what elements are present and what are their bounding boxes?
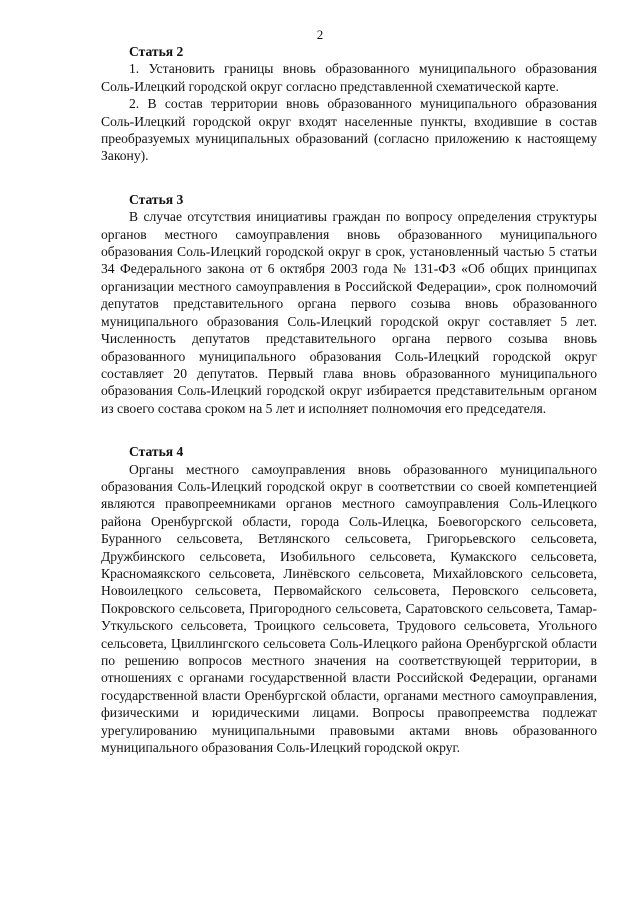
section-spacer (101, 165, 597, 191)
article-3-paragraph-1: В случае отсутствия инициативы граждан по вопросу определения структуры органов местного самоуправления вновь образованного муниципального образования Соль-Илецкий городской округ в срок, установленный частью 5 статьи 34 Федерального закона от 6 октября 2003 года № 131-ФЗ «Об общих принципах организации местного самоуправления в Российской Федерации», срок полномочий депутатов представительного органа первого созыва вновь образованного муниципального образования Соль-Илецкий городской округ составляет 5 лет. Численность депутатов представительного органа первого созыва вновь образованного муниципального образования Соль-Илецкий городской округ составляет 20 депутатов. Первый глава вновь образованного муниципального образования Соль-Илецкий городской округ избирается представительным органом из своего состава сроком на 5 лет и исполняет полномочия его председателя. (101, 209, 597, 416)
article-4-paragraph-1: Органы местного самоуправления вновь образованного муниципального образования Соль-Илецкий городской округ в соответствии со своей компетенцией являются правопреемниками органов местного самоуправления Соль-Илецкого района Оренбургской области, города Соль-Илецка, Боевогорского сельсовета, Буранного сельсовета, Ветлянского сельсовета, Григорьевского сельсовета, Дружбинского сельсовета, Изобильного сельсовета, Кумакского сельсовета, Красномаякского сельсовета, Линёвского сельсовета, Михайловского сельсовета, Новоилецкого сельсовета, Первомайского сельсовета, Перовского сельсовета, Покровского сельсовета, Пригородного сельсовета, Саратовского сельсовета, Тамар-Уткульского сельсовета, Троицкого сельсовета, Трудового сельсовета, Угольного сельсовета, Цвиллингского сельсовета Соль-Илецкого района Оренбургской области по решению вопросов местного значения на соответствующей территории, в отношениях с органами государственной власти Российской Федерации, органами государственной власти Оренбургской области, органами местного самоуправления, физическими и юридическими лицами. Вопросы правопреемства подлежат урегулированию муниципальными правовыми актами вновь образованного муниципального образования Соль-Илецкий городской округ. (101, 461, 597, 756)
article-4 (101, 443, 597, 756)
section-spacer (101, 417, 597, 443)
article-2 (101, 43, 597, 165)
article-3-title: Статья 3 (129, 191, 184, 207)
document-body (101, 43, 597, 756)
article-2-paragraph-2: 2. В состав территории вновь образованного муниципального образования Соль-Илецкий городской округ входят населенные пункты, входившие в состав преобразуемых муниципальных образований (согласно приложению к настоящему Закону). (101, 96, 597, 164)
article-4-title: Статья 4 (129, 444, 184, 460)
article-2-paragraph-1: 1. Установить границы вновь образованного муниципального образования Соль-Илецкий городской округ согласно представленной схематической карте. (101, 61, 597, 94)
article-2-title: Статья 2 (129, 44, 184, 59)
article-3 (101, 191, 597, 417)
page-number: 2 (316, 27, 324, 42)
